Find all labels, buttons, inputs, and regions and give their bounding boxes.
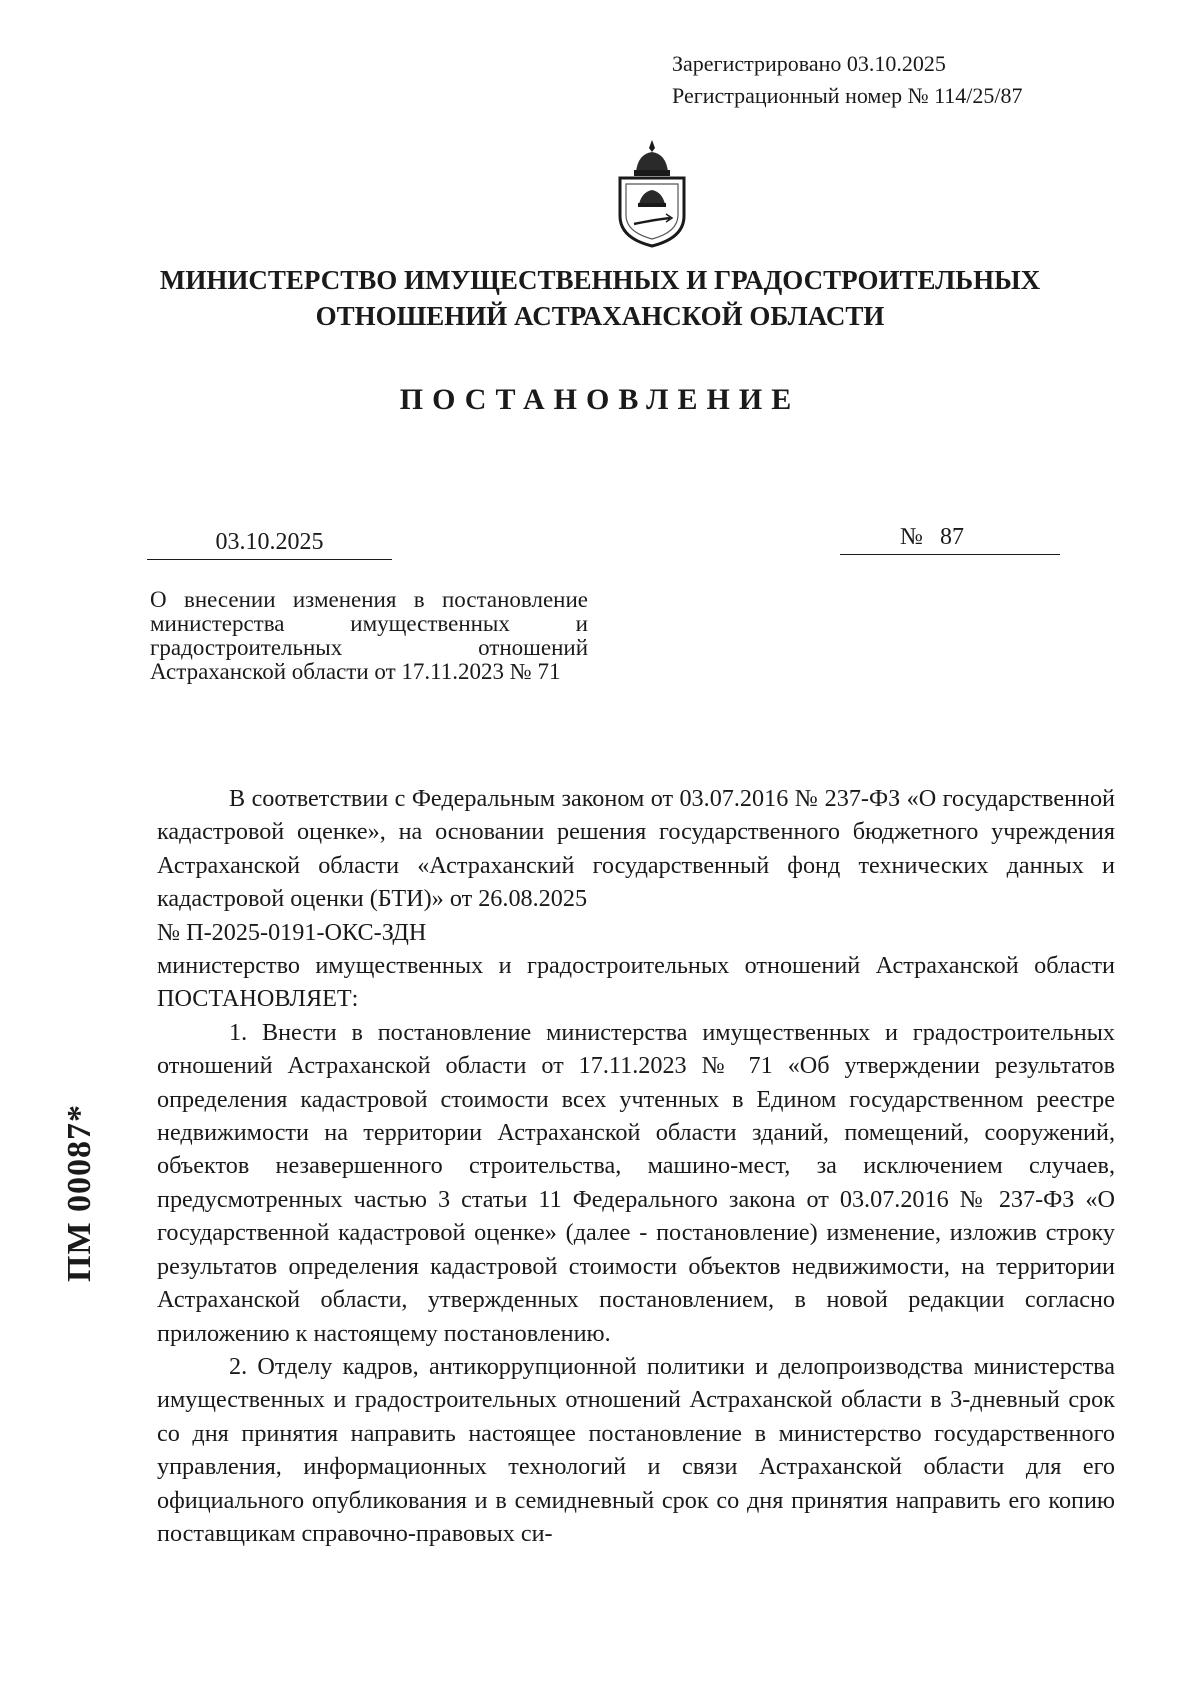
- preamble-paragraph: В соответствии с Федеральным законом от 03.07.2016 № 237-ФЗ «О государственной кадастровой оценке», на основании решения государственного бюджетного учреждения Астраханской области «Астраханский государственный фонд технических данных и кадастровой оценки (БТИ)» от 26.08.2025: [157, 785, 1115, 913]
- side-stamp-text: ПМ 00087*: [61, 1103, 98, 1282]
- item-2-paragraph: 2. Отделу кадров, антикоррупционной политики и делопроизводства министерства имущественных и градостроительных отношений Астраханской области в 3-дневный срок со дня принятия направить настоящее постановление в министерство государственного управления, информационных технологий и связи Астраханской области для его официального опубликования и в семидневный срок со дня принятия направить его копию поставщикам справочно-правовых си-: [157, 1352, 1115, 1547]
- preamble-reference: № П-2025-0191-ОКС-ЗДН: [157, 918, 427, 946]
- document-type-title: ПОСТАНОВЛЕНИЕ: [399, 383, 801, 416]
- document-number: 87: [940, 524, 964, 550]
- astrakhan-coat-of-arms-icon: [612, 138, 692, 250]
- item-1-paragraph: 1. Внести в постановление министерства имущественных и градостроительных отношений Астраханской области от 17.11.2023 № 71 «Об утверждении результатов определения кадастровой стоимости всех учтенных в Едином государственном реестре недвижимости на территории Астраханской области зданий, помещений, сооружений, объектов незавершенного строительства, машино-мест, за исключением случаев, предусмотренных частью 3 статьи 11 Федерального закона от 03.07.2016 № 237-ФЗ «О государственной кадастровой оценке» (далее - постановление) изменение, изложив строку результатов определения кадастровой стоимости объектов недвижимости, на территории Астраханской области, утвержденных постановлением, в новой редакции согласно приложению к настоящему постановлению.: [157, 1018, 1115, 1347]
- document-subject: О внесении изменения в постановление министерства имущественных и градостроительных отношений Астраханской области от 17.11.2023 № 71: [150, 587, 588, 684]
- resolution-paragraph: министерство имущественных и градостроительных отношений Астраханской области ПОСТАНОВЛЯЕТ:: [157, 952, 1115, 1013]
- registration-date: Зарегистрировано 03.10.2025: [672, 51, 946, 76]
- document-number-field: [840, 520, 1060, 555]
- ministry-name-line1: МИНИСТЕРСТВО ИМУЩЕСТВЕННЫХ И ГРАДОСТРОИТЕЛЬНЫХ: [159, 265, 1041, 295]
- ministry-name: [0, 262, 1200, 334]
- document-date: 03.10.2025: [147, 525, 392, 560]
- document-body: [157, 782, 1115, 1550]
- ministry-name-line2: ОТНОШЕНИЙ АСТРАХАНСКОЙ ОБЛАСТИ: [315, 301, 885, 331]
- registration-stamp: [672, 48, 1023, 112]
- registration-number: Регистрационный номер № 114/25/87: [672, 83, 1023, 108]
- number-sign: №: [900, 524, 923, 550]
